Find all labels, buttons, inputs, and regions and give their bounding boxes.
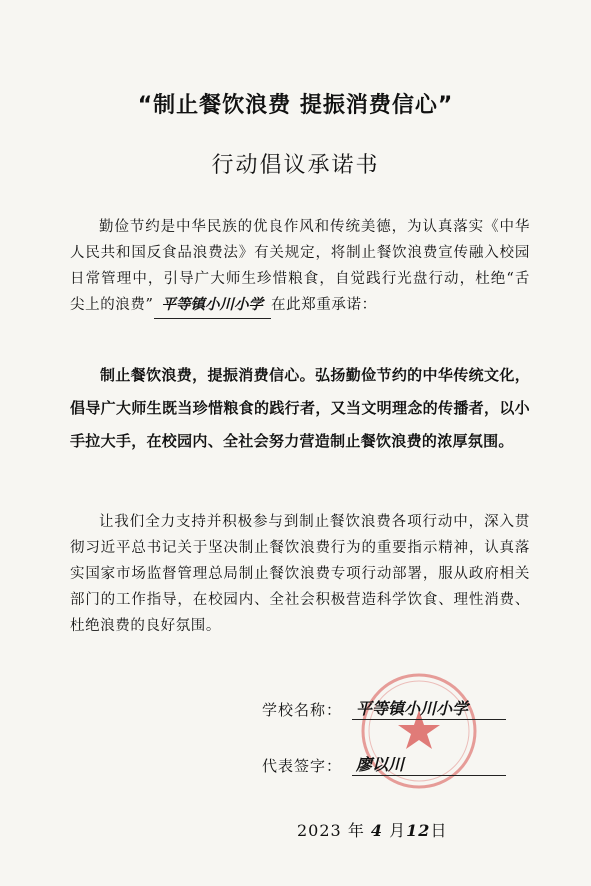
school-name-value: 平等镇小川小学: [352, 696, 506, 720]
document-subtitle: 行动倡议承诺书: [211, 153, 380, 178]
representative-label: 代表签字：: [262, 757, 343, 775]
representative-signature: 廖以川: [352, 752, 506, 776]
paragraph-call-to-action: 让我们全力支持并积极参与到制止餐饮浪费各项行动中，深入贯彻习近平总书记关于坚决制止餐饮浪费行为的重要指示精神，认真落实国家市场监督管理总局制止餐饮浪费专项行动部署，服从政府相关部门的工作指导，在校园内、全社会积极营造科学饮食、理性消费、杜绝浪费的良好氛围。: [70, 514, 530, 634]
date-year-unit: 年: [347, 821, 365, 840]
paragraph-intro: [70, 214, 530, 319]
school-name-inline: 平等镇小川小学: [154, 292, 272, 319]
date-day-unit: 日: [430, 821, 448, 840]
date-year: 2023: [297, 821, 342, 840]
date-month: 4: [370, 821, 384, 840]
date-day: 12: [406, 821, 431, 840]
intro-text-end: 在此郑重承诺：: [271, 297, 377, 313]
date-month-unit: 月: [389, 821, 407, 840]
document-date: [297, 818, 447, 841]
document-title: “制止餐饮浪费 提振消费信心”: [137, 93, 454, 118]
representative-signature-field: [262, 752, 506, 776]
intro-text: 勤俭节约是中华民族的优良作风和传统美德，为认真落实《中华人民共和国反食品浪费法》有关规定，将制止餐饮浪费宣传融入校园日常管理中，引导广大师生珍惜粮食，自觉践行光盘行动，杜绝“舌尖上的浪费”: [70, 219, 530, 313]
paragraph-commitment: 制止餐饮浪费，提振消费信心。弘扬勤俭节约的中华传统文化，倡导广大师生既当珍惜粮食的践行者，又当文明理念的传播者，以小手拉大手，在校园内、全社会努力营造制止餐饮浪费的浓厚氛围。: [70, 366, 530, 450]
school-name-label: 学校名称：: [262, 701, 343, 719]
school-name-field: [262, 696, 506, 720]
